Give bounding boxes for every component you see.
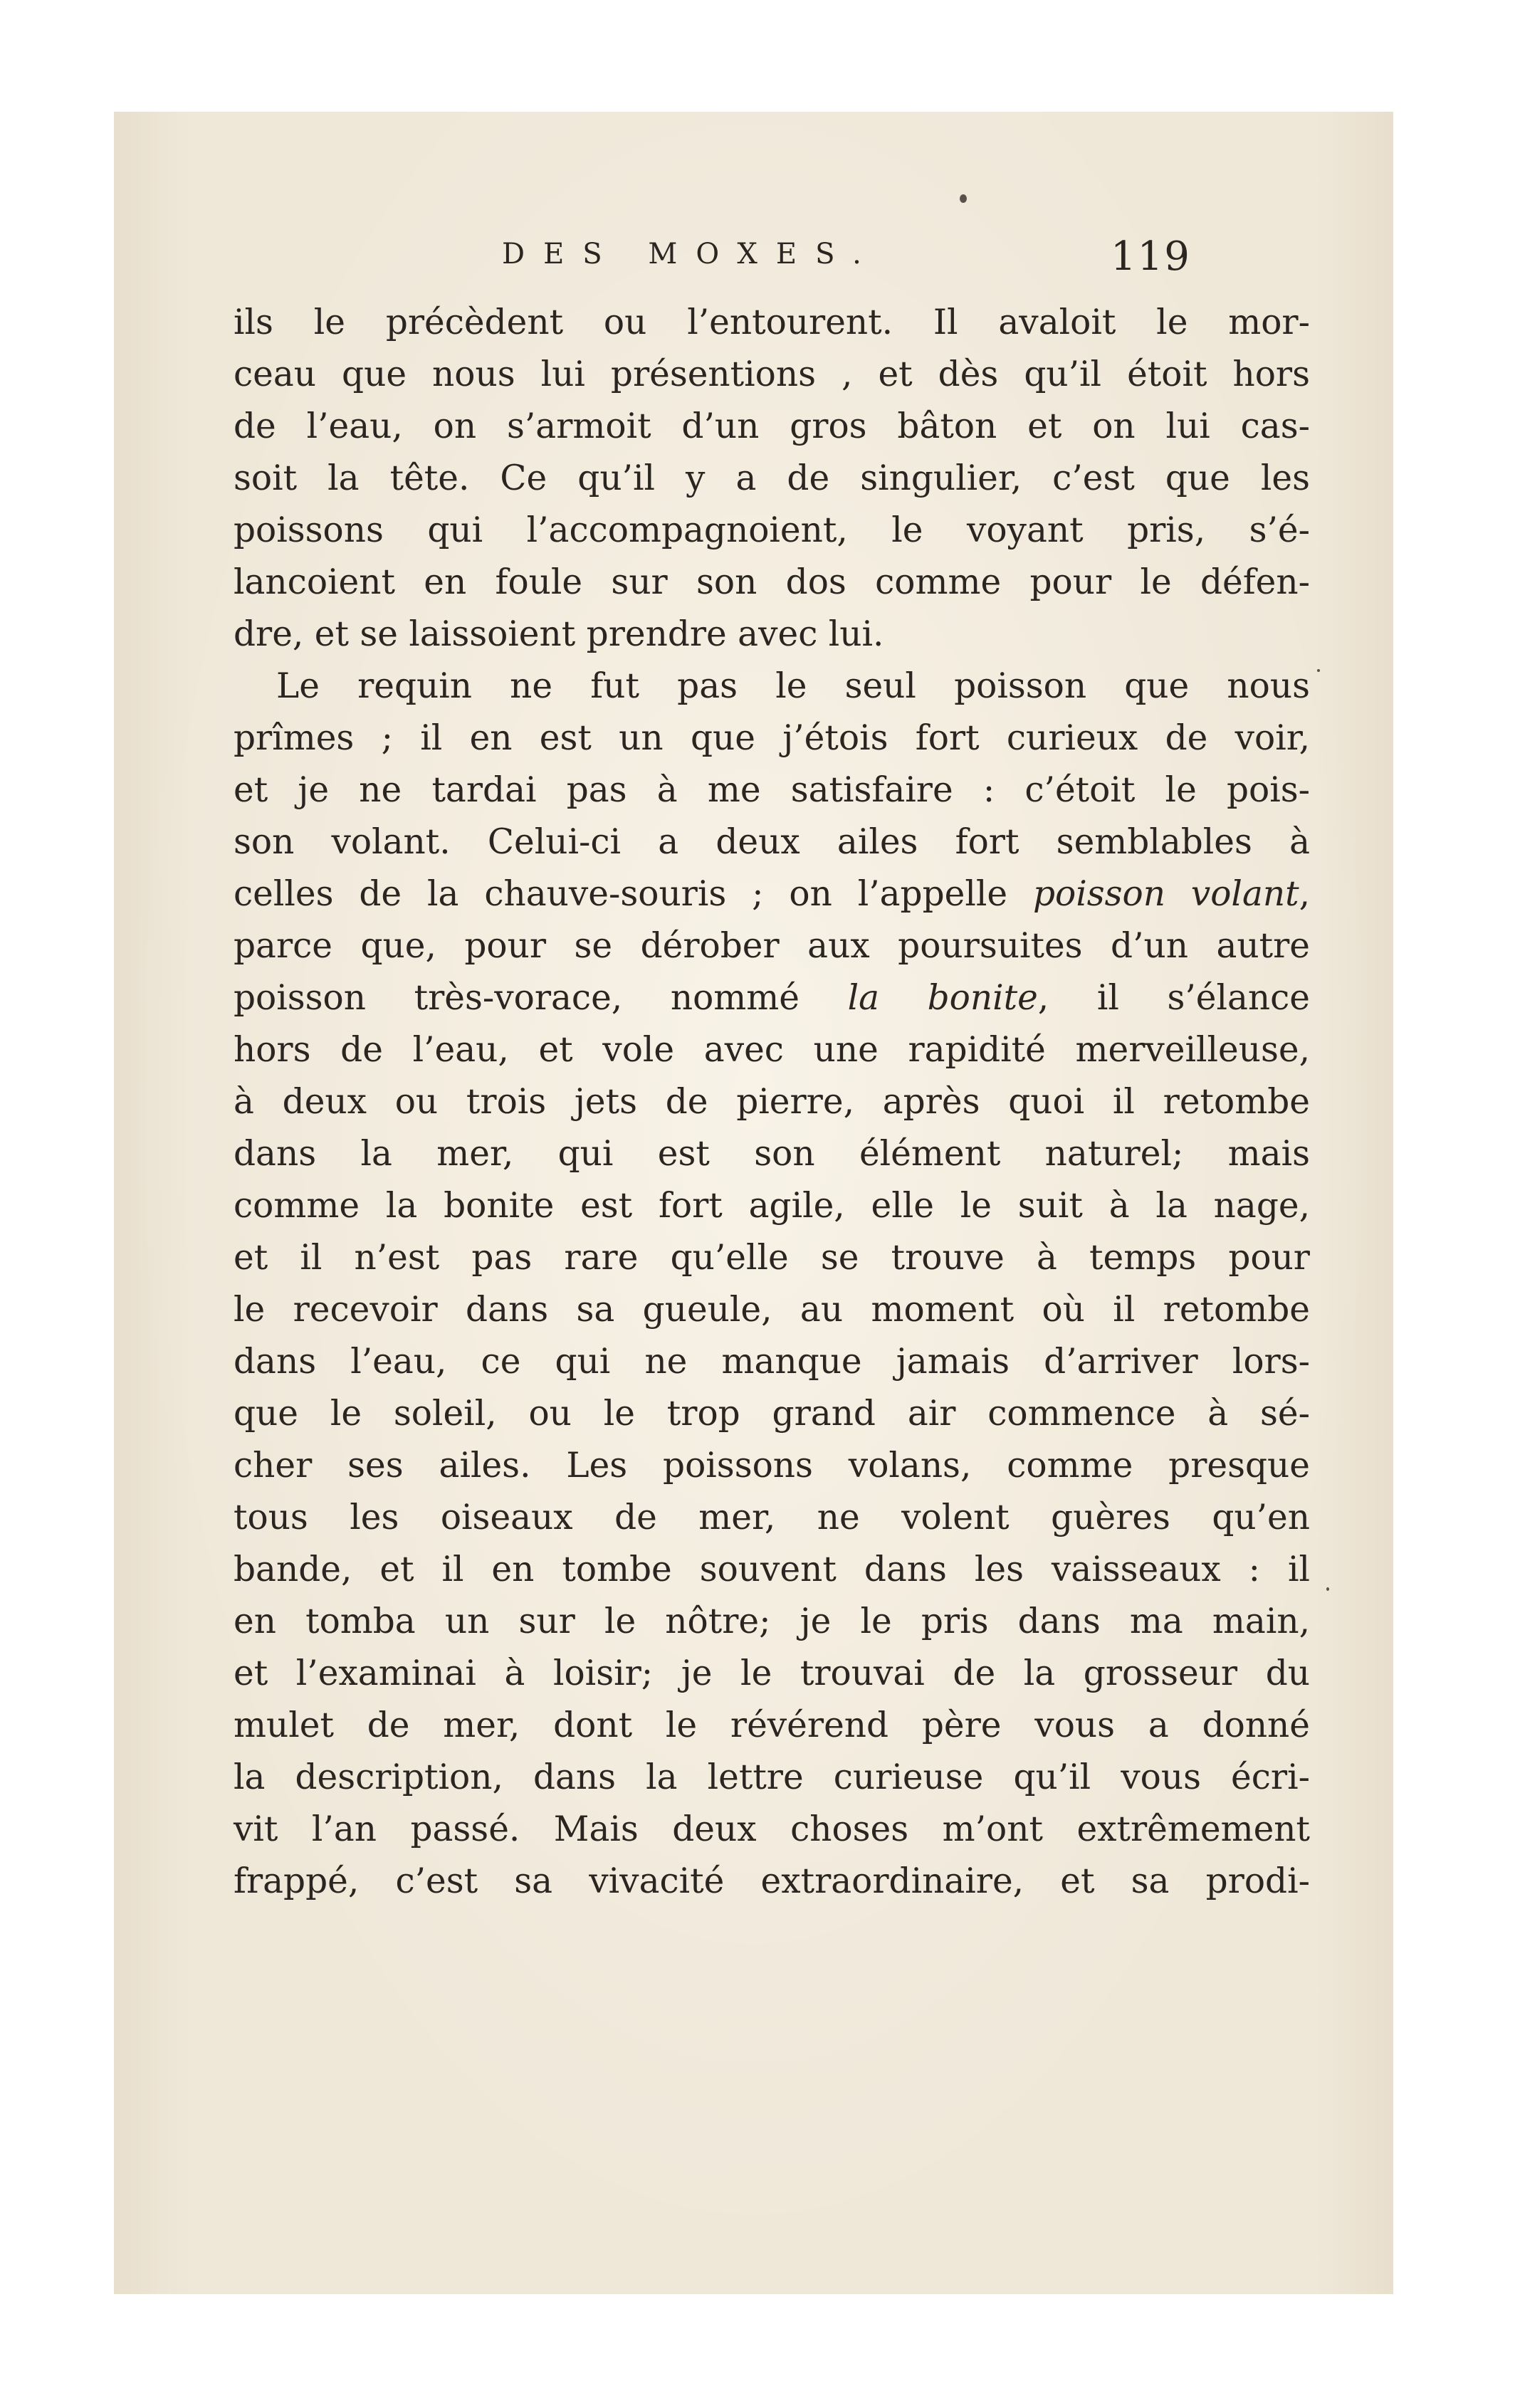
running-header — [114, 233, 1393, 288]
ink-speck — [1326, 1587, 1329, 1591]
text-line — [234, 1752, 1310, 1804]
text-line — [234, 713, 1310, 764]
text-line — [234, 868, 1310, 920]
text-segment: et il n’est pas rare qu’elle se trouve à temps pour — [234, 1238, 1310, 1278]
text-segment: ils le précèdent ou l’entourent. Il avaloit le mor- — [234, 303, 1310, 342]
text-segment: en tomba un sur le nôtre; je le pris dans ma main, — [234, 1602, 1310, 1641]
text-line — [234, 1856, 1310, 1908]
book-page — [114, 112, 1393, 2294]
running-title: DES MOXES. — [502, 238, 880, 270]
text-segment: frappé, c’est sa vivacité extraordinaire, et sa prodi- — [234, 1861, 1310, 1901]
text-line — [234, 1440, 1310, 1492]
text-line — [234, 1024, 1310, 1076]
text-line — [234, 1492, 1310, 1544]
text-line — [234, 505, 1310, 557]
text-segment: vit l’an passé. Mais deux choses m’ont extrêmement — [234, 1809, 1310, 1849]
text-line — [234, 1180, 1310, 1232]
text-segment: mulet de mer, dont le révérend père vous a donné — [234, 1705, 1310, 1745]
text-segment: le recevoir dans sa gueule, au moment où il retombe — [234, 1290, 1310, 1330]
text-segment: ceau que nous lui présentions , et dès qu’il étoit hors — [234, 354, 1310, 394]
text-segment: hors de l’eau, et vole avec une rapidité merveilleuse, — [234, 1030, 1310, 1070]
text-line — [234, 1284, 1310, 1336]
text-line — [234, 1388, 1310, 1440]
text-line — [234, 609, 1310, 661]
text-line — [234, 1232, 1310, 1284]
text-segment: Le requin ne fut pas le seul poisson que nous — [276, 666, 1310, 706]
text-segment: parce que, pour se dérober aux poursuites d’un autre — [234, 926, 1310, 966]
text-line — [234, 297, 1310, 349]
text-line — [234, 1336, 1310, 1388]
italic-text: poisson volant — [1032, 874, 1299, 914]
text-segment: dre, et se laissoient prendre avec lui. — [234, 614, 884, 654]
text-line — [234, 349, 1310, 401]
text-segment: et l’examinai à loisir; je le trouvai de la grosseur du — [234, 1653, 1310, 1693]
text-segment: dans l’eau, ce qui ne manque jamais d’arriver lors- — [234, 1342, 1310, 1382]
page-number: 119 — [1111, 233, 1191, 280]
text-segment: lancoient en foule sur son dos comme pour le défen- — [234, 562, 1310, 602]
text-line — [234, 1596, 1310, 1648]
text-segment: soit la tête. Ce qu’il y a de singulier, c’est que les — [234, 458, 1310, 498]
text-segment: bande, et il en tombe souvent dans les vaisseaux : il — [234, 1550, 1310, 1589]
ink-speck — [1317, 669, 1320, 672]
text-segment: , — [1299, 874, 1311, 914]
text-segment: et je ne tardai pas à me satisfaire : c’étoit le pois- — [234, 770, 1310, 810]
text-segment: son volant. Celui-ci a deux ailes fort semblables à — [234, 822, 1310, 862]
text-segment: celles de la chauve-souris ; on l’appelle — [234, 874, 1033, 914]
text-segment: cher ses ailes. Les poissons volans, comme presque — [234, 1446, 1310, 1486]
text-line — [234, 1700, 1310, 1752]
text-line — [234, 1544, 1310, 1596]
text-line — [234, 661, 1310, 713]
text-segment: poissons qui l’accompagnoient, le voyant pris, s’é- — [234, 510, 1310, 550]
text-segment: prîmes ; il en est un que j’étois fort curieux de voir, — [234, 718, 1310, 758]
text-line — [234, 1804, 1310, 1856]
body-text — [234, 297, 1310, 1908]
text-segment: tous les oiseaux de mer, ne volent guères qu’en — [234, 1498, 1310, 1537]
text-line — [234, 764, 1310, 816]
text-segment: dans la mer, qui est son élément naturel; mais — [234, 1134, 1310, 1174]
text-line — [234, 920, 1310, 972]
text-line — [234, 1128, 1310, 1180]
italic-text: la bonite — [847, 978, 1038, 1018]
text-line — [234, 557, 1310, 609]
text-segment: la description, dans la lettre curieuse qu’il vous écri- — [234, 1757, 1310, 1797]
text-line — [234, 453, 1310, 505]
text-segment: , il s’élance — [1037, 978, 1310, 1018]
text-line — [234, 1076, 1310, 1128]
text-segment: à deux ou trois jets de pierre, après quoi il retombe — [234, 1082, 1310, 1122]
text-line — [234, 972, 1310, 1024]
ink-speck — [960, 194, 967, 203]
text-segment: comme la bonite est fort agile, elle le suit à la nage, — [234, 1186, 1310, 1226]
text-line — [234, 1648, 1310, 1700]
text-segment: de l’eau, on s’armoit d’un gros bâton et on lui cas- — [234, 406, 1310, 446]
text-segment: que le soleil, ou le trop grand air commence à sé- — [234, 1394, 1310, 1434]
text-line — [234, 816, 1310, 868]
text-line — [234, 401, 1310, 453]
text-segment: poisson très-vorace, nommé — [234, 978, 848, 1018]
